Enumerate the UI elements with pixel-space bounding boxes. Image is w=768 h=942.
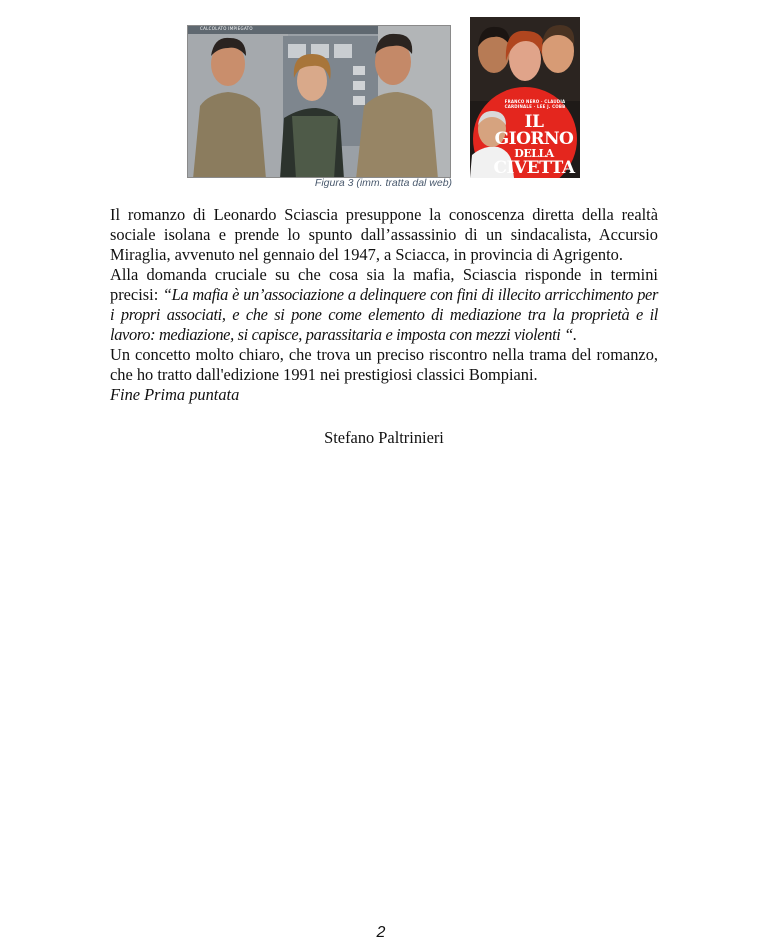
end-note: Fine Prima puntata	[110, 385, 240, 404]
paragraph-2-intro: Alla domanda cruciale su che cosa sia la mafia, Sciascia risponde in termini precisi:	[110, 265, 658, 304]
figure-caption: Figura 3 (imm. tratta dal web)	[314, 177, 453, 189]
author-signature: Stefano Paltrinieri	[324, 428, 444, 447]
mafia-definition-quote: “La mafia è un’associazione a delinquere con fini di illecito arricchimento per i propri associati, e che si pone come elemento di mediazione tra la proprietà e il lavoro: mediazione, si capisce, parassitaria e imposta con mezzi violenti “.	[110, 285, 658, 344]
page-number: 2	[376, 924, 386, 941]
paragraph-3: Un concetto molto chiaro, che trova un preciso riscontro nella trama del romanzo, che ho tratto dall'edizione 1991 nei prestigiosi classici Bompiani.	[110, 345, 658, 384]
article-body	[110, 205, 658, 405]
film-still-image	[187, 25, 451, 178]
poster-title-line1: IL GIORNO	[494, 112, 574, 149]
film-still-sign: CALCOLATO IMPIEGATO	[200, 26, 253, 31]
poster-cast-credits: FRANCO NERO · CLAUDIA CARDINALE · LEE J. COBB	[504, 99, 566, 109]
paragraph-2	[110, 265, 658, 345]
paragraph-1: Il romanzo di Leonardo Sciascia presuppone la conoscenza diretta della realtà sociale isolana e prende lo spunto dall’assassinio di un sindacalista, Accursio Miraglia, avvenuto nel gennaio del 1947, a Sciacca, in provincia di Agrigento.	[110, 205, 658, 264]
poster-title	[488, 114, 580, 177]
poster-title-line3: CIVETTA	[493, 158, 575, 178]
poster-title-line2: DELLA	[514, 147, 554, 160]
